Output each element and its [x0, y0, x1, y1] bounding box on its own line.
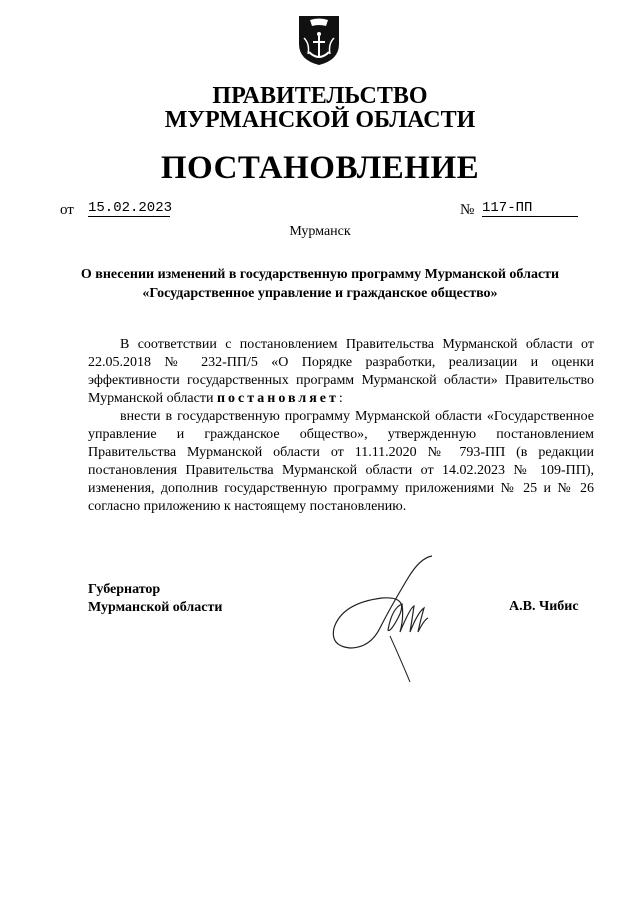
- body-paragraph-2: внести в государственную программу Мурманской области «Государственное управление и гражданское общество», утвержденную постановлением Правительства Мурманской области от 11.11.2020 № 793-ПП (в редакции постановления Правительства Мурманской области от 14.02.2023 № 109-ПП), изменения, дополнив государственную программу приложениями № 25 и № 26 согласно приложению к настоящему постановлению.: [88, 409, 594, 514]
- document-body: [88, 336, 594, 516]
- signatory-name: А.В. Чибис: [509, 599, 579, 614]
- handwritten-signature: [320, 548, 450, 688]
- resolution-colon: :: [338, 391, 343, 406]
- signatory-position: [88, 581, 222, 617]
- document-number: 117-ПП: [482, 200, 578, 217]
- document-date: 15.02.2023: [88, 200, 173, 216]
- document-type-title: ПОСТАНОВЛЕНИЕ: [160, 150, 480, 186]
- government-title-line2: МУРМАНСКОЙ ОБЛАСТИ: [164, 107, 476, 133]
- resolution-keyword: постановляет: [216, 391, 339, 406]
- document-subject: О внесении изменений в государственную программу Мурманской области «Государственное управление и гражданское общество»: [80, 267, 560, 301]
- number-prefix: №: [460, 202, 475, 218]
- body-paragraph-1: [88, 336, 594, 408]
- signatory-position-line1: Губернатор: [88, 582, 161, 597]
- city-name: Мурманск: [289, 224, 351, 239]
- government-title-line1: ПРАВИТЕЛЬСТВО: [212, 83, 428, 109]
- murmansk-coat-of-arms-icon: [296, 14, 342, 66]
- body-paragraph-1-text: В соответствии с постановлением Правительства Мурманской области от 22.05.2018 № 232-ПП/5 «О Порядке разработки, реализации и оценки эффективности государственных программ Мурманской области» Правительство Мурманской области: [88, 337, 594, 406]
- date-prefix: от: [60, 202, 74, 218]
- signatory-position-line2: Мурманской области: [88, 600, 223, 615]
